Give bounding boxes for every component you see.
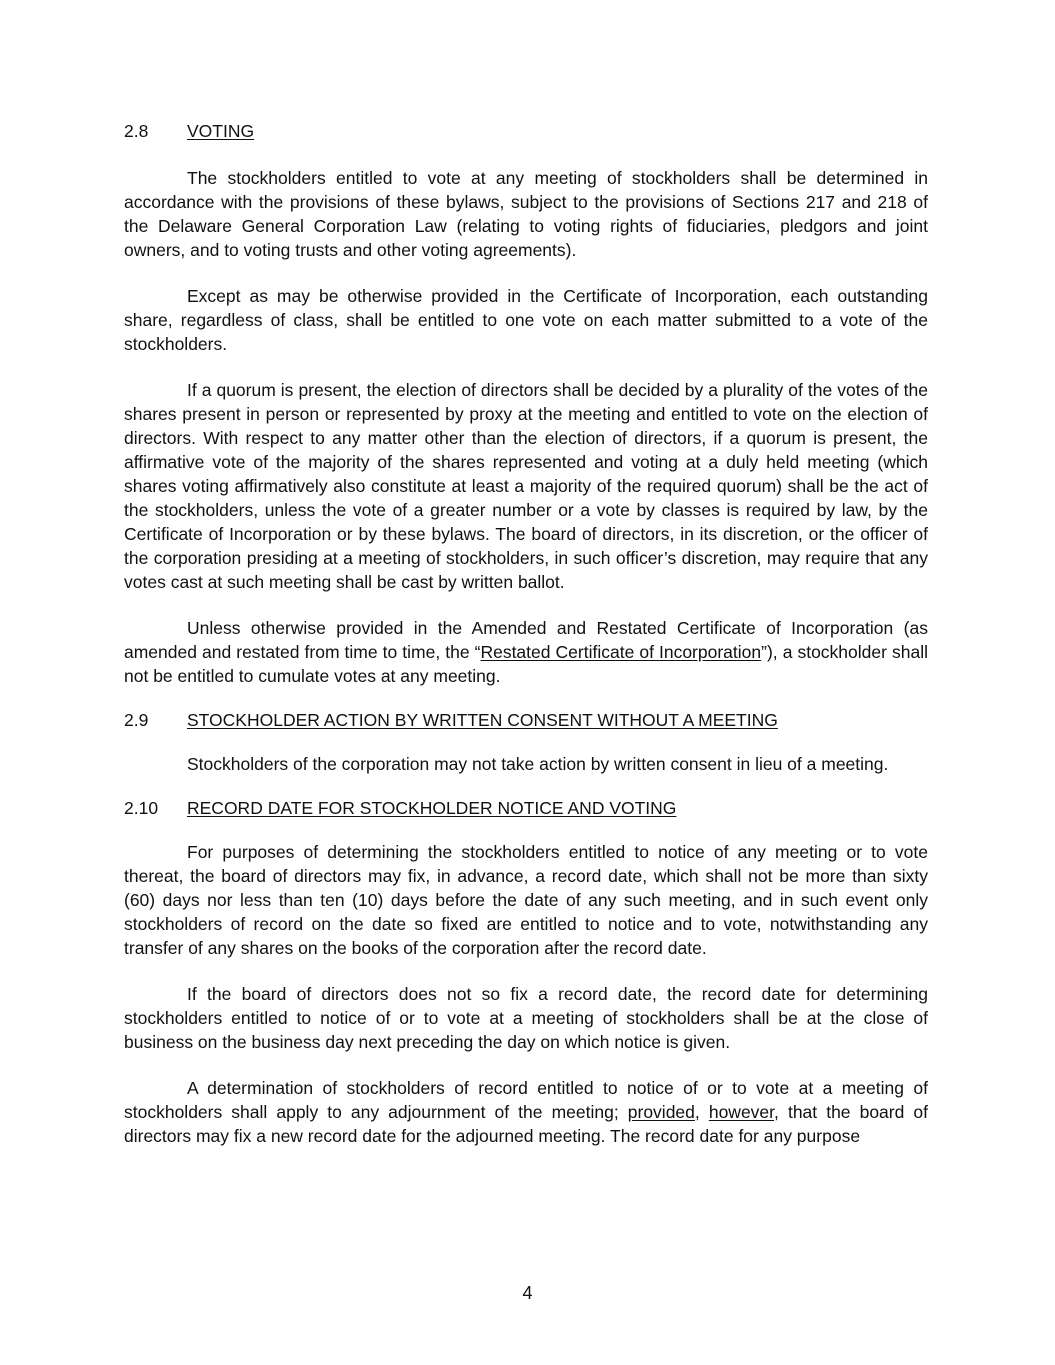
defined-term: Restated Certificate of Incorporation bbox=[480, 642, 762, 662]
emphasized-term: however bbox=[708, 1102, 775, 1122]
section-heading-2-10 bbox=[124, 796, 928, 820]
paragraph-text: , that the board of directors may fix a new record date for the adjourned meeting. The record date for any purpose bbox=[124, 1102, 929, 1146]
section-number: 2.8 bbox=[124, 121, 149, 141]
paragraph-text: A determination of stockholders of record entitled to notice of or to vote at a meeting of stockholders shall apply to any adjournment of the meeting; bbox=[124, 1078, 928, 1122]
section-heading-2-9 bbox=[124, 708, 928, 732]
paragraph-text: Unless otherwise provided in the Amended and Restated Certificate of Incorporation (as amended and restated from time to time, the “ bbox=[124, 618, 928, 662]
section-number: 2.9 bbox=[124, 710, 149, 730]
paragraph bbox=[124, 1076, 928, 1148]
paragraph-text: ”), a stockholder shall not be entitled to cumulate votes at any meeting. bbox=[124, 642, 928, 686]
section-number: 2.10 bbox=[124, 798, 159, 818]
section-title: RECORD DATE FOR STOCKHOLDER NOTICE AND VOTING bbox=[187, 798, 677, 818]
paragraph-text: , bbox=[694, 1102, 709, 1122]
paragraph bbox=[124, 616, 928, 688]
paragraph: If a quorum is present, the election of directors shall be decided by a plurality of the votes of the shares present in person or represented by proxy at the meeting and entitled to vote on the election of directors. With respect to any matter other than the election of directors, if a quorum is present, the affirmative vote of the majority of the shares represented and voting at a duly held meeting (which shares voting affirmatively also constitute at least a majority of the required quorum) shall be the act of the stockholders, unless the vote of a greater number or a vote by classes is required by law, by the Certificate of Incorporation or by these bylaws. The board of directors, in its discretion, or the officer of the corporation presiding at a meeting of stockholders, in such officer’s discretion, may require that any votes cast at such meeting shall be cast by written ballot. bbox=[124, 380, 928, 592]
emphasized-term: provided bbox=[627, 1102, 695, 1122]
section-title: STOCKHOLDER ACTION BY WRITTEN CONSENT WITHOUT A MEETING bbox=[187, 710, 778, 730]
document-page bbox=[124, 119, 928, 1148]
paragraph: For purposes of determining the stockholders entitled to notice of any meeting or to vote thereat, the board of directors may fix, in advance, a record date, which shall not be more than sixty (60) days nor less than ten (10) days before the date of any such meeting, and in such event only stockholders of record on the date so fixed are entitled to notice and to vote, notwithstanding any transfer of any shares on the books of the corporation after the record date. bbox=[124, 842, 928, 958]
paragraph: Stockholders of the corporation may not take action by written consent in lieu of a meeting. bbox=[187, 754, 889, 774]
section-heading-2-8 bbox=[124, 119, 928, 143]
paragraph: Except as may be otherwise provided in the Certificate of Incorporation, each outstanding share, regardless of class, shall be entitled to one vote on each matter submitted to a vote of the stockholders. bbox=[124, 286, 928, 354]
paragraph: If the board of directors does not so fix a record date, the record date for determining stockholders entitled to notice of or to vote at a meeting of stockholders shall be at the close of business on the business day next preceding the day on which notice is given. bbox=[124, 984, 928, 1052]
page-number: 4 bbox=[522, 1283, 533, 1303]
section-title: VOTING bbox=[187, 121, 255, 141]
paragraph: The stockholders entitled to vote at any meeting of stockholders shall be determined in accordance with the provisions of these bylaws, subject to the provisions of Sections 217 and 218 of the Delaware General Corporation Law (relating to voting rights of fiduciaries, pledgors and joint owners, and to voting trusts and other voting agreements). bbox=[124, 168, 928, 260]
